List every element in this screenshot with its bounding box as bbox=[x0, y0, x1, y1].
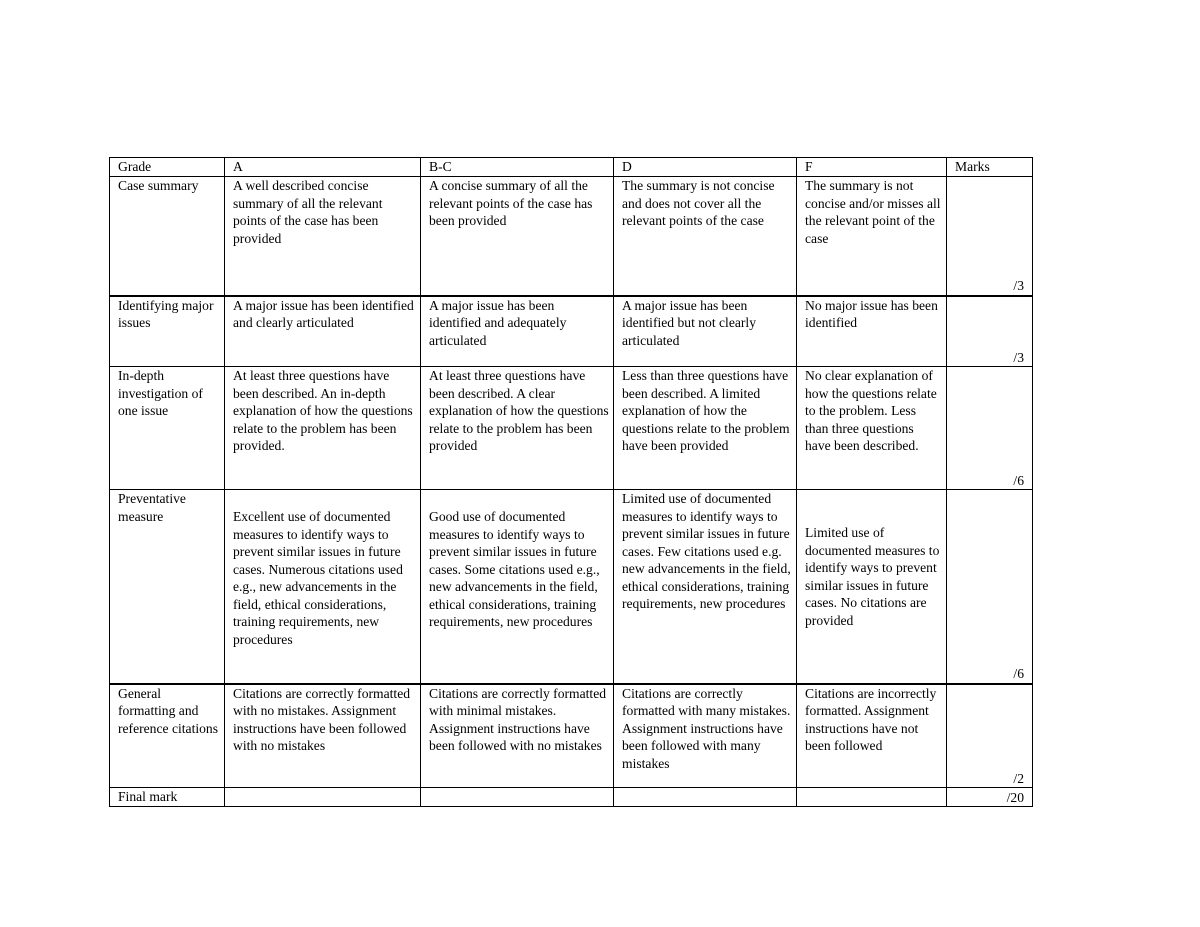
grade-f-descriptor: The summary is not concise and/or misses all the relevant point of the case bbox=[797, 177, 947, 296]
row-preventative-measure bbox=[110, 490, 1033, 684]
empty-cell bbox=[797, 788, 947, 807]
header-f: F bbox=[797, 158, 947, 177]
grade-d-descriptor: Less than three questions have been described. A limited explanation of how the questions relate to the problem have been provided bbox=[614, 367, 797, 490]
grade-a-descriptor: A major issue has been identified and clearly articulated bbox=[225, 296, 421, 367]
grade-bc-descriptor: A concise summary of all the relevant points of the case has been provided bbox=[421, 177, 614, 296]
grade-f-descriptor: Citations are incorrectly formatted. Assignment instructions have not been followed bbox=[797, 684, 947, 788]
grade-a-descriptor: Excellent use of documented measures to identify ways to prevent similar issues in future cases. Numerous citations used e.g., new advancements in the field, ethical considerations, training requirements, new procedures bbox=[225, 490, 421, 684]
grade-d-descriptor: Citations are correctly formatted with many mistakes. Assignment instructions have been followed with many mistakes bbox=[614, 684, 797, 788]
criterion-label: Case summary bbox=[110, 177, 225, 296]
final-marks-value: /20 bbox=[1006, 789, 1024, 805]
marks-cell bbox=[947, 177, 1033, 296]
grade-d-descriptor: A major issue has been identified but not clearly articulated bbox=[614, 296, 797, 367]
row-case-summary bbox=[110, 177, 1033, 296]
marks-value: /6 bbox=[1013, 666, 1024, 681]
grade-bc-descriptor: Good use of documented measures to identify ways to prevent similar issues in future cases. Some citations used e.g., new advancements in the field, ethical considerations, training requirements, new procedures bbox=[421, 490, 614, 684]
empty-cell bbox=[614, 788, 797, 807]
row-general-formatting bbox=[110, 684, 1033, 788]
grade-a-descriptor: At least three questions have been described. An in-depth explanation of how the questions relate to the problem has been provided. bbox=[225, 367, 421, 490]
marks-value: /3 bbox=[1013, 349, 1024, 365]
grade-bc-descriptor: At least three questions have been described. A clear explanation of how the questions relate to the problem has been provided bbox=[421, 367, 614, 490]
grade-f-descriptor: No major issue has been identified bbox=[797, 296, 947, 367]
grade-bc-descriptor: Citations are correctly formatted with minimal mistakes. Assignment instructions have been followed with no mistakes bbox=[421, 684, 614, 788]
marks-cell bbox=[947, 367, 1033, 490]
row-final-mark bbox=[110, 788, 1033, 807]
header-a: A bbox=[225, 158, 421, 177]
criterion-label: Preventative measure bbox=[110, 490, 225, 684]
criterion-label: General formatting and reference citations bbox=[110, 684, 225, 788]
marks-value: /2 bbox=[1013, 770, 1024, 786]
marks-cell bbox=[947, 684, 1033, 788]
marks-value: /6 bbox=[1013, 472, 1024, 488]
row-identifying-major-issues bbox=[110, 296, 1033, 367]
marks-value: /3 bbox=[1013, 278, 1024, 293]
final-mark-label: Final mark bbox=[110, 788, 225, 807]
marks-cell bbox=[947, 490, 1033, 684]
grade-d-descriptor: Limited use of documented measures to identify ways to prevent similar issues in future cases. Few citations used e.g. new advancements in the field, ethical considerations, training requirements, new procedures bbox=[614, 490, 797, 684]
marking-rubric-table bbox=[109, 157, 1033, 807]
grade-f-descriptor: Limited use of documented measures to identify ways to prevent similar issues in future cases. No citations are provided bbox=[797, 490, 947, 684]
final-marks-cell bbox=[947, 788, 1033, 807]
header-row bbox=[110, 158, 1033, 177]
header-grade: Grade bbox=[110, 158, 225, 177]
marks-cell bbox=[947, 296, 1033, 367]
criterion-label: In-depth investigation of one issue bbox=[110, 367, 225, 490]
grade-f-descriptor: No clear explanation of how the questions relate to the problem. Less than three questions have been described. bbox=[797, 367, 947, 490]
empty-cell bbox=[225, 788, 421, 807]
criterion-label: Identifying major issues bbox=[110, 296, 225, 367]
grade-a-descriptor: A well described concise summary of all the relevant points of the case has been provided bbox=[225, 177, 421, 296]
row-in-depth-investigation bbox=[110, 367, 1033, 490]
grade-d-descriptor: The summary is not concise and does not cover all the relevant points of the case bbox=[614, 177, 797, 296]
header-marks: Marks bbox=[947, 158, 1033, 177]
grade-bc-descriptor: A major issue has been identified and adequately articulated bbox=[421, 296, 614, 367]
header-d: D bbox=[614, 158, 797, 177]
grade-a-descriptor: Citations are correctly formatted with no mistakes. Assignment instructions have been followed with no mistakes bbox=[225, 684, 421, 788]
empty-cell bbox=[421, 788, 614, 807]
header-bc: B-C bbox=[421, 158, 614, 177]
